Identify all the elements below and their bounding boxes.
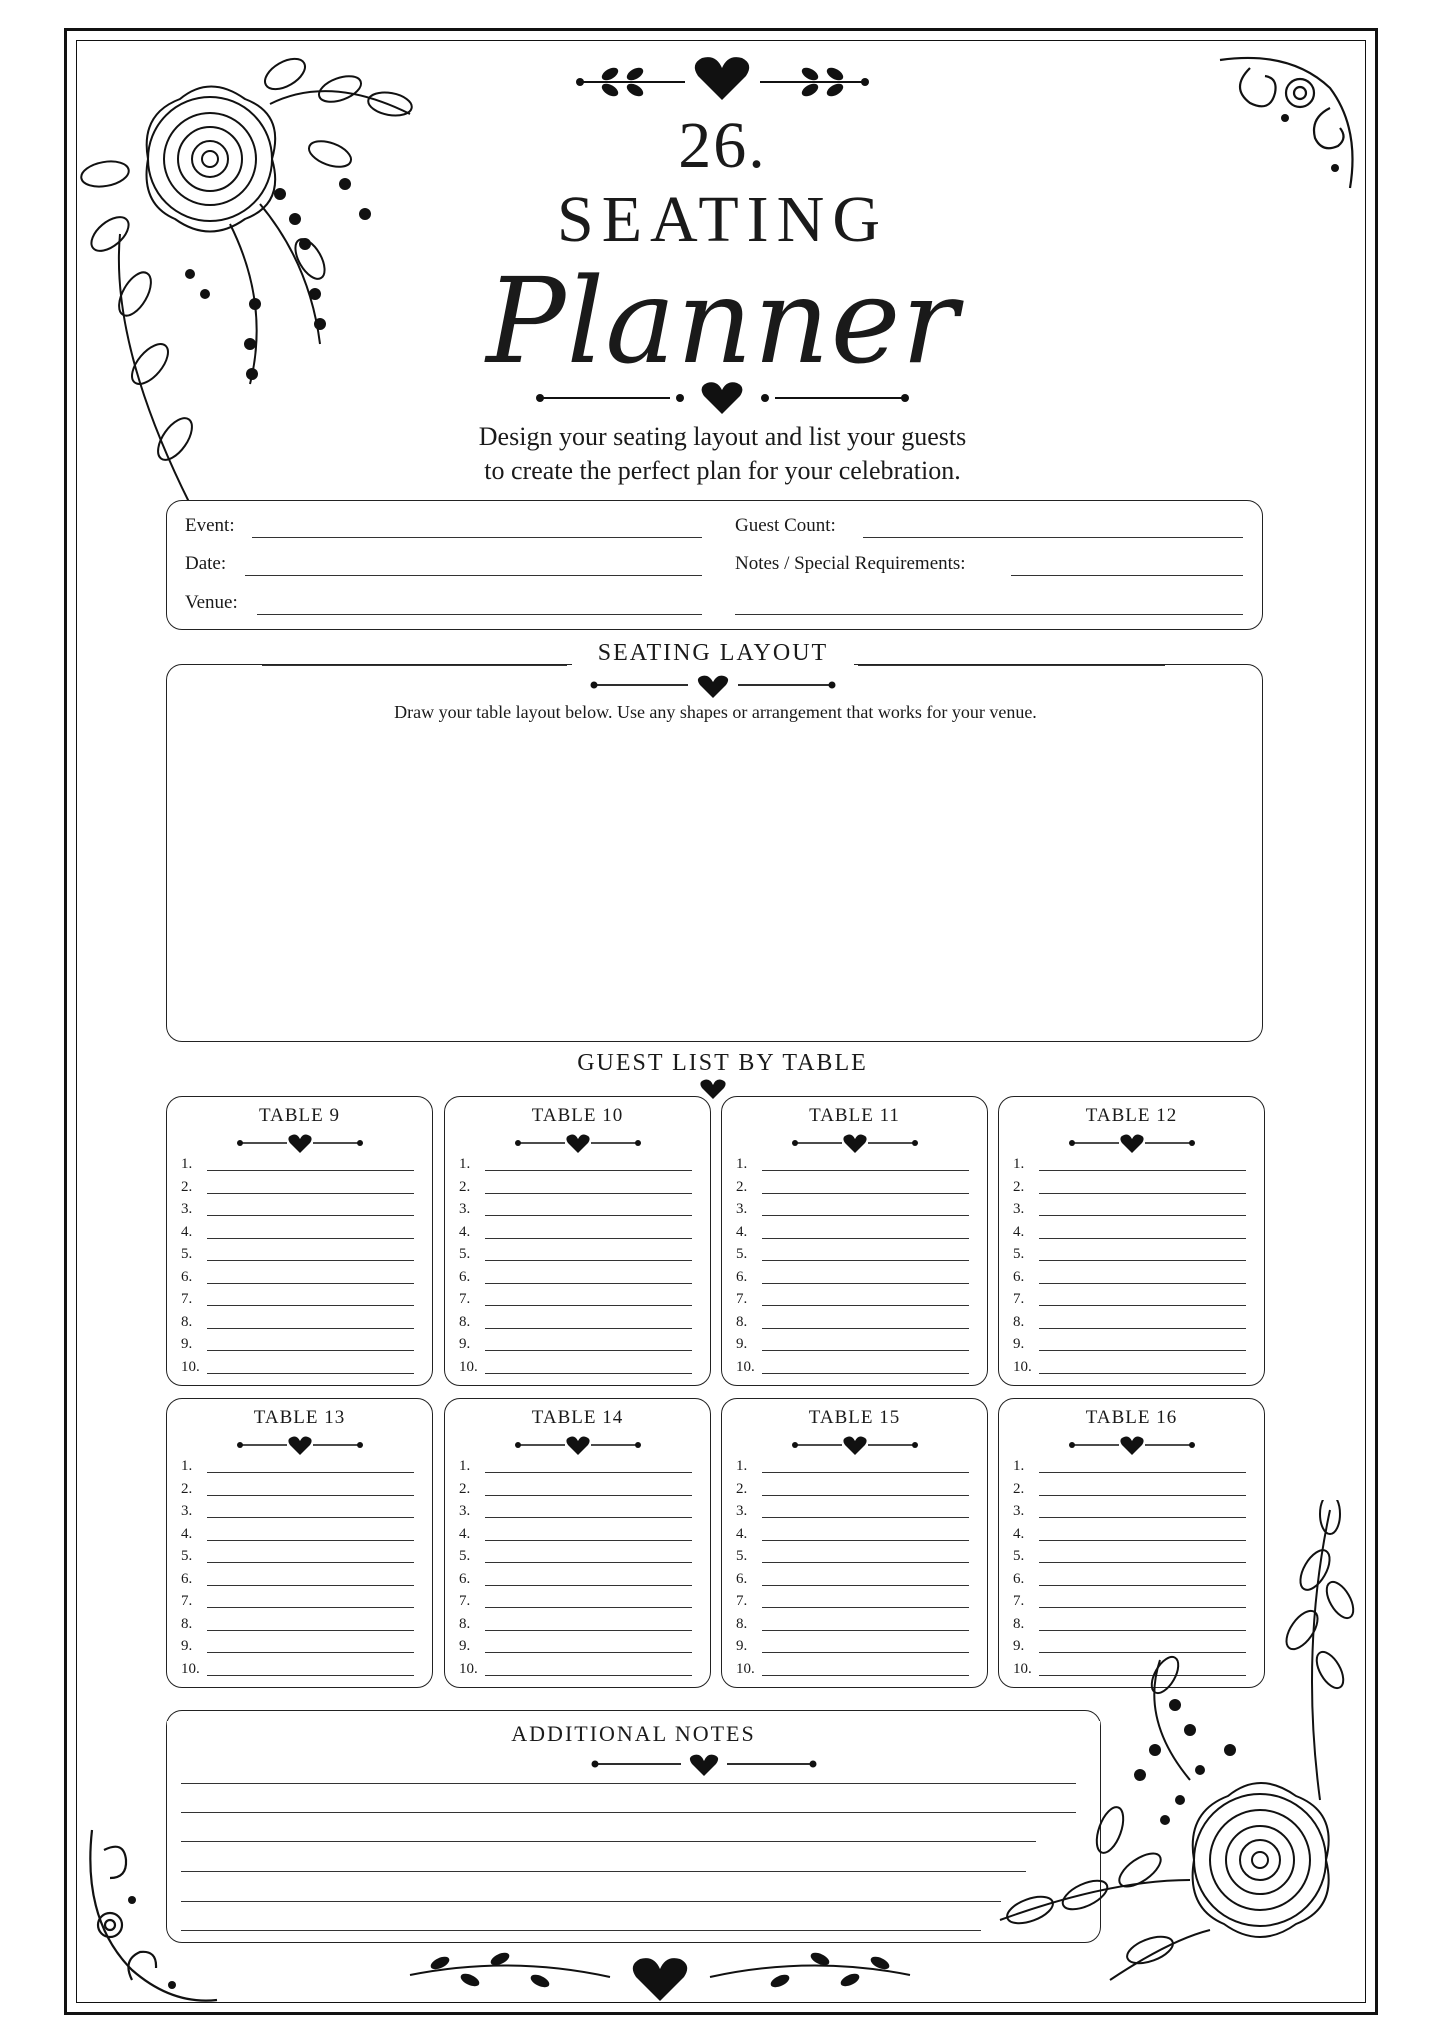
guest-name-line[interactable] <box>1039 1260 1246 1261</box>
row-number: 10. <box>181 1660 200 1677</box>
row-number: 1. <box>181 1458 193 1474</box>
heart-icon <box>513 1435 643 1457</box>
table-name: TABLE 9 <box>259 1105 340 1126</box>
row-number: 4. <box>459 1525 471 1542</box>
guest-row[interactable] <box>459 1266 692 1288</box>
guest-row[interactable] <box>181 1635 414 1657</box>
notes-line[interactable] <box>181 1930 981 1931</box>
guest-name-line[interactable] <box>762 1652 969 1653</box>
heart-icon <box>588 674 838 700</box>
guest-name-line[interactable] <box>207 1517 414 1518</box>
row-number: 2. <box>1013 1178 1025 1195</box>
additional-notes-title: ADDITIONAL NOTES <box>167 1721 1100 1747</box>
guest-row[interactable] <box>736 1243 969 1265</box>
guest-row[interactable] <box>736 1221 969 1243</box>
guest-row[interactable] <box>736 1198 969 1220</box>
event-info-box <box>166 500 1263 630</box>
guest-row[interactable] <box>736 1658 969 1680</box>
guest-name-line[interactable] <box>207 1652 414 1653</box>
guest-row[interactable] <box>459 1568 692 1590</box>
guest-name-line[interactable] <box>485 1305 692 1306</box>
guest-row[interactable] <box>736 1568 969 1590</box>
heart-icon <box>513 1133 643 1155</box>
guest-name-line[interactable] <box>762 1472 969 1473</box>
guest-table-card <box>444 1096 711 1386</box>
row-number: 4. <box>736 1223 748 1240</box>
row-number: 9. <box>736 1638 748 1654</box>
guest-table-card <box>444 1398 711 1688</box>
guest-row[interactable] <box>181 1198 414 1220</box>
guest-name-line[interactable] <box>485 1472 692 1473</box>
table-name: TABLE 14 <box>531 1407 624 1428</box>
guest-row[interactable] <box>181 1613 414 1635</box>
row-number: 9. <box>459 1638 471 1654</box>
heart-icon <box>790 1435 920 1457</box>
date-label: Date: <box>185 553 227 574</box>
guest-row[interactable] <box>181 1243 414 1265</box>
guest-row[interactable] <box>181 1568 414 1590</box>
guest-count-label: Guest Count: <box>735 515 836 536</box>
guest-row[interactable] <box>181 1455 414 1477</box>
row-number: 1. <box>736 1156 748 1172</box>
row-number: 2. <box>181 1178 193 1195</box>
row-number: 8. <box>1013 1313 1025 1330</box>
subtitle-line-2: to create the perfect plan for your celebration. <box>484 456 961 485</box>
row-number: 9. <box>1013 1638 1025 1654</box>
guest-row[interactable] <box>1013 1311 1246 1333</box>
guest-name-line[interactable] <box>207 1215 414 1216</box>
guest-row[interactable] <box>459 1500 692 1522</box>
table-name: TABLE 11 <box>809 1105 900 1126</box>
guest-name-line[interactable] <box>485 1238 692 1239</box>
row-number: 6. <box>1013 1268 1025 1285</box>
row-number: 2. <box>1013 1480 1025 1497</box>
heart-icon <box>698 1078 728 1100</box>
guest-name-line[interactable] <box>762 1607 969 1608</box>
guest-name-line[interactable] <box>1039 1328 1246 1329</box>
guest-row[interactable] <box>459 1613 692 1635</box>
row-number: 3. <box>736 1503 748 1519</box>
guest-name-line[interactable] <box>485 1260 692 1261</box>
row-number: 10. <box>1013 1358 1032 1375</box>
guest-name-line[interactable] <box>485 1373 692 1374</box>
guest-row[interactable] <box>459 1478 692 1500</box>
guest-name-line[interactable] <box>1039 1495 1246 1496</box>
guest-name-line[interactable] <box>762 1305 969 1306</box>
row-number: 8. <box>181 1313 193 1330</box>
row-number: 5. <box>459 1548 471 1564</box>
notes-line[interactable] <box>181 1841 1036 1842</box>
guest-row[interactable] <box>736 1613 969 1635</box>
guest-row[interactable] <box>1013 1356 1246 1378</box>
row-number: 7. <box>459 1291 471 1307</box>
guest-name-line[interactable] <box>485 1215 692 1216</box>
guest-name-line[interactable] <box>485 1350 692 1351</box>
row-number: 7. <box>736 1593 748 1609</box>
guest-name-line[interactable] <box>207 1193 414 1194</box>
guest-name-line[interactable] <box>762 1350 969 1351</box>
section-rule-right <box>858 665 1165 666</box>
guest-row[interactable] <box>1013 1455 1246 1477</box>
guest-name-line[interactable] <box>485 1585 692 1586</box>
guest-name-line[interactable] <box>1039 1350 1246 1351</box>
notes-label: Notes / Special Requirements: <box>735 553 966 574</box>
row-number: 1. <box>459 1156 471 1172</box>
guest-name-line[interactable] <box>1039 1193 1246 1194</box>
row-number: 5. <box>181 1246 193 1262</box>
guest-row[interactable] <box>1013 1266 1246 1288</box>
guest-row[interactable] <box>181 1590 414 1612</box>
row-number: 5. <box>736 1548 748 1564</box>
guest-name-line[interactable] <box>207 1585 414 1586</box>
row-number: 2. <box>181 1480 193 1497</box>
heart-icon <box>589 1753 819 1777</box>
row-number: 1. <box>1013 1156 1025 1172</box>
table-name: TABLE 12 <box>1085 1105 1178 1126</box>
row-number: 6. <box>459 1570 471 1587</box>
guest-row[interactable] <box>736 1153 969 1175</box>
row-number: 4. <box>1013 1525 1025 1542</box>
guest-name-line[interactable] <box>207 1540 414 1541</box>
row-number: 7. <box>181 1291 193 1307</box>
guest-row[interactable] <box>181 1545 414 1567</box>
row-number: 9. <box>736 1336 748 1352</box>
guest-name-line[interactable] <box>762 1193 969 1194</box>
guest-name-line[interactable] <box>1039 1283 1246 1284</box>
guest-row[interactable] <box>736 1288 969 1310</box>
guest-row[interactable] <box>181 1333 414 1355</box>
heart-icon <box>1067 1435 1197 1457</box>
guest-row[interactable] <box>1013 1288 1246 1310</box>
guest-row[interactable] <box>1013 1478 1246 1500</box>
row-number: 9. <box>181 1336 193 1352</box>
guest-row[interactable] <box>736 1545 969 1567</box>
guest-name-line[interactable] <box>762 1675 969 1676</box>
guest-row[interactable] <box>181 1356 414 1378</box>
guest-row[interactable] <box>459 1658 692 1680</box>
guest-row[interactable] <box>736 1333 969 1355</box>
rose-flourish-icon <box>990 1500 1370 2000</box>
guest-row[interactable] <box>736 1356 969 1378</box>
row-number: 8. <box>1013 1615 1025 1632</box>
guest-name-line[interactable] <box>485 1607 692 1608</box>
guest-row[interactable] <box>181 1266 414 1288</box>
notes-line[interactable] <box>181 1783 1076 1784</box>
guest-row[interactable] <box>459 1288 692 1310</box>
guest-name-line[interactable] <box>485 1652 692 1653</box>
row-number: 10. <box>1013 1660 1032 1677</box>
guest-row[interactable] <box>181 1176 414 1198</box>
heart-icon <box>1067 1133 1197 1155</box>
guest-table-card <box>166 1096 433 1386</box>
guest-row[interactable] <box>181 1288 414 1310</box>
notes-field-extra[interactable] <box>735 614 1243 615</box>
guest-name-line[interactable] <box>762 1517 969 1518</box>
guest-name-line[interactable] <box>207 1495 414 1496</box>
guest-row[interactable] <box>181 1500 414 1522</box>
row-number: 10. <box>736 1358 755 1375</box>
guest-row[interactable] <box>181 1523 414 1545</box>
heart-icon <box>570 52 875 102</box>
guest-name-line[interactable] <box>207 1238 414 1239</box>
event-field[interactable] <box>252 537 702 538</box>
page-title-script: Planner <box>486 252 959 390</box>
guest-name-line[interactable] <box>762 1585 969 1586</box>
guest-name-line[interactable] <box>1039 1170 1246 1171</box>
guest-name-line[interactable] <box>762 1495 969 1496</box>
row-number: 6. <box>736 1268 748 1285</box>
guest-row[interactable] <box>736 1523 969 1545</box>
guest-name-line[interactable] <box>485 1283 692 1284</box>
row-number: 3. <box>1013 1201 1025 1217</box>
guest-name-line[interactable] <box>485 1630 692 1631</box>
heart-icon <box>530 378 915 418</box>
guest-table-card <box>721 1398 988 1688</box>
subtitle <box>0 420 1445 488</box>
guest-table-card <box>998 1096 1265 1386</box>
guest-name-line[interactable] <box>207 1170 414 1171</box>
row-number: 4. <box>1013 1223 1025 1240</box>
guest-row[interactable] <box>459 1356 692 1378</box>
row-number: 8. <box>181 1615 193 1632</box>
guest-name-line[interactable] <box>762 1373 969 1374</box>
guest-name-line[interactable] <box>762 1630 969 1631</box>
guest-row[interactable] <box>459 1243 692 1265</box>
event-label: Event: <box>185 515 235 536</box>
table-name: TABLE 16 <box>1085 1407 1178 1428</box>
guest-row[interactable] <box>181 1478 414 1500</box>
guest-name-line[interactable] <box>207 1328 414 1329</box>
notes-line[interactable] <box>181 1871 1026 1872</box>
row-number: 5. <box>1013 1246 1025 1262</box>
guest-list-title: GUEST LIST BY TABLE <box>540 1050 905 1077</box>
guest-row[interactable] <box>736 1266 969 1288</box>
guest-name-line[interactable] <box>1039 1238 1246 1239</box>
guest-row[interactable] <box>459 1176 692 1198</box>
row-number: 10. <box>459 1660 478 1677</box>
row-number: 10. <box>181 1358 200 1375</box>
guest-row[interactable] <box>736 1635 969 1657</box>
row-number: 4. <box>181 1525 193 1542</box>
heart-icon <box>235 1435 365 1457</box>
guest-row[interactable] <box>181 1311 414 1333</box>
heart-icon <box>235 1133 365 1155</box>
row-number: 8. <box>459 1313 471 1330</box>
notes-field[interactable] <box>1011 575 1243 576</box>
row-number: 5. <box>736 1246 748 1262</box>
guest-name-line[interactable] <box>207 1305 414 1306</box>
subtitle-line-1: Design your seating layout and list your guests <box>478 422 967 451</box>
guest-name-line[interactable] <box>485 1328 692 1329</box>
guest-table-card <box>721 1096 988 1386</box>
guest-name-line[interactable] <box>762 1328 969 1329</box>
guest-name-line[interactable] <box>1039 1373 1246 1374</box>
row-number: 7. <box>736 1291 748 1307</box>
guest-row[interactable] <box>459 1545 692 1567</box>
guest-row[interactable] <box>1013 1176 1246 1198</box>
guest-name-line[interactable] <box>207 1373 414 1374</box>
row-number: 7. <box>181 1593 193 1609</box>
row-number: 3. <box>459 1503 471 1519</box>
guest-row[interactable] <box>736 1590 969 1612</box>
row-number: 4. <box>459 1223 471 1240</box>
table-name: TABLE 10 <box>531 1105 624 1126</box>
row-number: 2. <box>736 1178 748 1195</box>
page-title: SEATING <box>557 183 888 256</box>
guest-row[interactable] <box>736 1311 969 1333</box>
row-number: 1. <box>181 1156 193 1172</box>
guest-row[interactable] <box>459 1221 692 1243</box>
row-number: 1. <box>459 1458 471 1474</box>
row-number: 10. <box>736 1660 755 1677</box>
guest-name-line[interactable] <box>1039 1472 1246 1473</box>
table-name: TABLE 13 <box>253 1407 346 1428</box>
guest-row[interactable] <box>459 1590 692 1612</box>
row-number: 3. <box>181 1201 193 1217</box>
guest-name-line[interactable] <box>762 1260 969 1261</box>
row-number: 7. <box>1013 1593 1025 1609</box>
leaf-sprig-icon <box>400 1945 920 2005</box>
guest-row[interactable] <box>459 1333 692 1355</box>
guest-name-line[interactable] <box>207 1283 414 1284</box>
row-number: 2. <box>459 1178 471 1195</box>
row-number: 6. <box>459 1268 471 1285</box>
notes-line[interactable] <box>181 1812 1076 1813</box>
guest-name-line[interactable] <box>762 1170 969 1171</box>
guest-name-line[interactable] <box>1039 1215 1246 1216</box>
row-number: 7. <box>1013 1291 1025 1307</box>
guest-row[interactable] <box>1013 1333 1246 1355</box>
row-number: 2. <box>736 1480 748 1497</box>
row-number: 2. <box>459 1480 471 1497</box>
row-number: 3. <box>1013 1503 1025 1519</box>
guest-name-line[interactable] <box>762 1215 969 1216</box>
row-number: 1. <box>1013 1458 1025 1474</box>
guest-name-line[interactable] <box>762 1283 969 1284</box>
guest-name-line[interactable] <box>207 1350 414 1351</box>
row-number: 7. <box>459 1593 471 1609</box>
row-number: 4. <box>736 1525 748 1542</box>
guest-name-line[interactable] <box>485 1517 692 1518</box>
row-number: 5. <box>459 1246 471 1262</box>
guest-row[interactable] <box>459 1455 692 1477</box>
seating-layout-title: SEATING LAYOUT <box>572 640 854 667</box>
guest-row[interactable] <box>1013 1243 1246 1265</box>
guest-row[interactable] <box>459 1153 692 1175</box>
guest-name-line[interactable] <box>207 1630 414 1631</box>
page-number: 26. <box>678 109 767 182</box>
row-number: 9. <box>1013 1336 1025 1352</box>
row-number: 9. <box>181 1638 193 1654</box>
row-number: 5. <box>1013 1548 1025 1564</box>
date-field[interactable] <box>245 575 702 576</box>
row-number: 8. <box>459 1615 471 1632</box>
guest-row[interactable] <box>459 1523 692 1545</box>
row-number: 9. <box>459 1336 471 1352</box>
guest-row[interactable] <box>1013 1221 1246 1243</box>
additional-notes-box <box>166 1710 1101 1943</box>
guest-count-field[interactable] <box>863 537 1243 538</box>
guest-row[interactable] <box>736 1455 969 1477</box>
row-number: 6. <box>736 1570 748 1587</box>
guest-row[interactable] <box>1013 1153 1246 1175</box>
guest-name-line[interactable] <box>485 1495 692 1496</box>
guest-row[interactable] <box>459 1198 692 1220</box>
guest-table-card <box>166 1398 433 1688</box>
row-number: 3. <box>736 1201 748 1217</box>
row-number: 5. <box>181 1548 193 1564</box>
row-number: 4. <box>181 1223 193 1240</box>
guest-row[interactable] <box>736 1500 969 1522</box>
row-number: 8. <box>736 1313 748 1330</box>
guest-name-line[interactable] <box>762 1562 969 1563</box>
row-number: 6. <box>181 1570 193 1587</box>
guest-row[interactable] <box>459 1635 692 1657</box>
section-rule-left <box>262 665 567 666</box>
guest-name-line[interactable] <box>207 1607 414 1608</box>
guest-row[interactable] <box>181 1153 414 1175</box>
guest-row[interactable] <box>459 1311 692 1333</box>
guest-row[interactable] <box>736 1478 969 1500</box>
row-number: 6. <box>181 1268 193 1285</box>
guest-row[interactable] <box>181 1658 414 1680</box>
seating-layout-instruction: Draw your table layout below. Use any shapes or arrangement that works for your venue. <box>394 702 1037 722</box>
row-number: 6. <box>1013 1570 1025 1587</box>
guest-name-line[interactable] <box>485 1562 692 1563</box>
guest-row[interactable] <box>736 1176 969 1198</box>
row-number: 3. <box>181 1503 193 1519</box>
guest-row[interactable] <box>1013 1198 1246 1220</box>
guest-name-line[interactable] <box>207 1675 414 1676</box>
guest-name-line[interactable] <box>1039 1305 1246 1306</box>
venue-field[interactable] <box>257 614 702 615</box>
row-number: 10. <box>459 1358 478 1375</box>
guest-name-line[interactable] <box>485 1193 692 1194</box>
heart-icon <box>790 1133 920 1155</box>
venue-label: Venue: <box>185 592 238 613</box>
row-number: 8. <box>736 1615 748 1632</box>
row-number: 1. <box>736 1458 748 1474</box>
guest-name-line[interactable] <box>207 1472 414 1473</box>
guest-name-line[interactable] <box>485 1170 692 1171</box>
guest-name-line[interactable] <box>207 1562 414 1563</box>
notes-line[interactable] <box>181 1901 1001 1902</box>
guest-name-line[interactable] <box>485 1540 692 1541</box>
scroll-flourish-icon <box>82 1820 222 2010</box>
guest-name-line[interactable] <box>762 1238 969 1239</box>
guest-row[interactable] <box>181 1221 414 1243</box>
row-number: 3. <box>459 1201 471 1217</box>
guest-name-line[interactable] <box>207 1260 414 1261</box>
table-name: TABLE 15 <box>808 1407 901 1428</box>
guest-name-line[interactable] <box>485 1675 692 1676</box>
guest-name-line[interactable] <box>762 1540 969 1541</box>
